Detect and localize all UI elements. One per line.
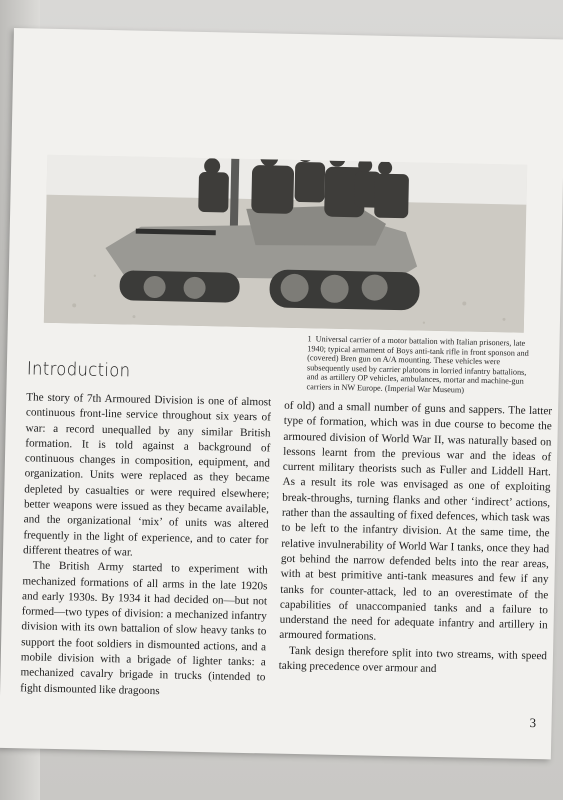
- carrier-photo-illustration: [44, 155, 527, 333]
- text-column-right: [279, 399, 553, 680]
- left-track: [119, 270, 240, 303]
- section-heading: Introduction: [26, 358, 131, 382]
- paragraph: Tank design therefore split into two streams, with speed taking precedence over armour and: [278, 644, 548, 676]
- photo-universal-carrier: [44, 155, 527, 333]
- paragraph: of old) and a small number of guns and sappers. The latter type of formation, which was in due course to become the armoured division of World War II, was naturally based on lessons learnt from the previous war and the ideas of current military theorists such as Fuller and Liddell Hart. As a result its role was envisaged as one of exploiting break-throughs, turning flanks and other ‘indirect’ actions, rather than the assaulting of fixed defences, which task was to be left to the infantry division. At the same time, the relative invulnerability of World War I tanks, once they had got behind the narrow defended belts into the rear areas, with at best primitive anti-tank measures and few if any tanks for counter-attack, led to an overestimate of the capabilities of unaccompanied tanks and a failure to understand the need for adequate infantry and artillery in armoured formations.: [279, 399, 553, 644]
- caption-number: 1: [307, 334, 312, 344]
- paragraph: The British Army started to experiment with mechanized formations of all arms in the late 1920s and early 1930s. By 1934 it had decided on—but not formed—two types of division: a mechanized infantry division with its own battalion of slow heavy tanks to support the foot soldiers in dismounted actions, and a mobile division with a brigade of lighter tanks: a mechanized cavalry brigade in trucks (intended to fight dismounted like dragoons: [20, 559, 268, 697]
- paragraph: The story of 7th Armoured Division is one of almost continuous front-line service throughout six years of war: a record unequalled by any similar British formation. It is told against a background of continuous changes in composition, equipment, and organization. Units were replaced as they became depleted by casualties or were required elsewhere; better weapons were issued as they became available, and the organizational ‘mix’ of units was altered frequently in the light of experience, and to cater for different theatres of war.: [22, 391, 272, 559]
- book-page: [0, 28, 563, 759]
- photo-caption: [306, 334, 539, 396]
- antenna-pole: [230, 159, 239, 229]
- caption-text: Universal carrier of a motor battalion with Italian prisoners, late 1940; typical armament of Boys anti-tank rifle in front sponson and (covered) Bren gun on A/A mounting. These vehicles were subsequently used by carrier platoons in lorried infantry battalions, and as artillery OP vehicles, ambulances, mortar and machine-gun carriers in NW Europe. (Imperial War Museum): [306, 334, 529, 395]
- text-column-left: [20, 390, 271, 701]
- page-number: 3: [529, 714, 537, 731]
